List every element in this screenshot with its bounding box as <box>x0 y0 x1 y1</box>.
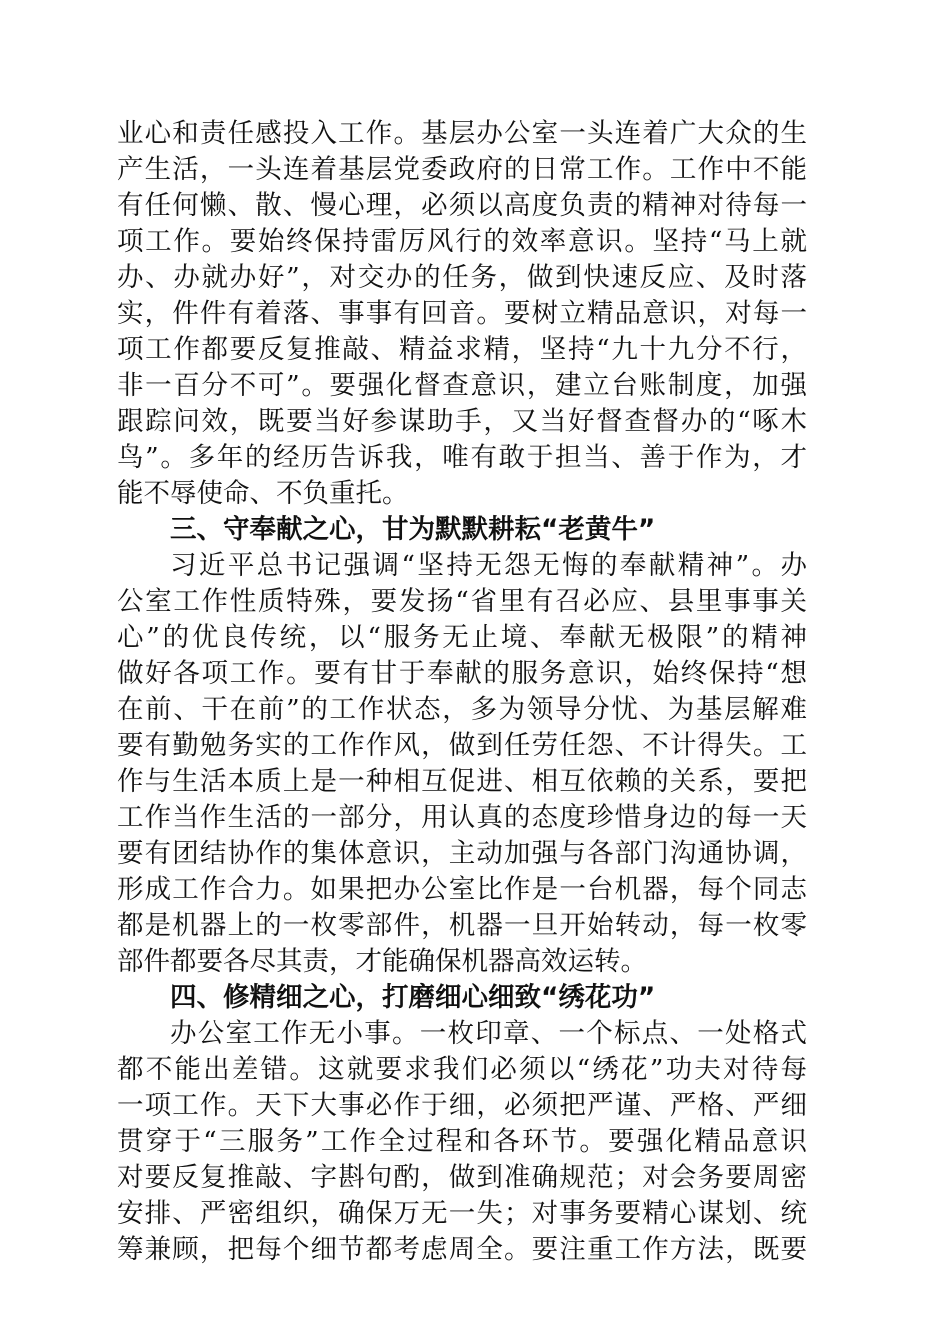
paragraph-line: 业心和责任感投入工作。基层办公室一头连着广大众的生 <box>117 118 807 149</box>
paragraph-line: 心”的优良传统，以“服务无止境、奉献无极限”的精神 <box>117 622 807 653</box>
paragraph-line: 实，件件有着落、事事有回音。要树立精品意识，对每一 <box>117 298 807 329</box>
paragraph-line: 办公室工作无小事。一枚印章、一个标点、一处格式 <box>170 1018 807 1049</box>
section-heading: 四、修精细之心，打磨细心细致“绣花功” <box>170 982 656 1013</box>
paragraph-line: 部件都要各尽其责，才能确保机器高效运转。 <box>117 946 647 977</box>
section-heading: 三、守奉献之心，甘为默默耕耘“老黄牛” <box>170 514 656 545</box>
paragraph-line: 跟踪问效，既要当好参谋助手，又当好督查督办的“啄木 <box>117 406 807 437</box>
paragraph-line: 能不辱使命、不负重托。 <box>117 478 409 509</box>
paragraph-line: 项工作都要反复推敲、精益求精，坚持“九十九分不行， <box>117 334 807 365</box>
paragraph-line: 一项工作。天下大事必作于细，必须把严谨、严格、严细 <box>117 1090 807 1121</box>
paragraph-line: 对要反复推敲、字斟句酌，做到准确规范；对会务要周密 <box>117 1162 807 1193</box>
paragraph-line: 鸟”。多年的经历告诉我，唯有敢于担当、善于作为，才 <box>117 442 807 473</box>
paragraph-line: 习近平总书记强调“坚持无怨无悔的奉献精神”。办 <box>170 550 807 581</box>
paragraph-line: 安排、严密组织，确保万无一失；对事务要精心谋划、统 <box>117 1198 807 1229</box>
paragraph-line: 要有勤勉务实的工作作风，做到任劳任怨、不计得失。工 <box>117 730 807 761</box>
paragraph-line: 非一百分不可”。要强化督查意识，建立台账制度，加强 <box>117 370 807 401</box>
paragraph-line: 形成工作合力。如果把办公室比作是一台机器，每个同志 <box>117 874 807 905</box>
paragraph-line: 产生活，一头连着基层党委政府的日常工作。工作中不能 <box>117 154 807 185</box>
paragraph-line: 贯穿于“三服务”工作全过程和各环节。要强化精品意识 <box>117 1126 807 1157</box>
paragraph-line: 都是机器上的一枚零部件，机器一旦开始转动，每一枚零 <box>117 910 807 941</box>
paragraph-line: 项工作。要始终保持雷厉风行的效率意识。坚持“马上就 <box>117 226 807 257</box>
paragraph-line: 都不能出差错。这就要求我们必须以“绣花”功夫对待每 <box>117 1054 807 1085</box>
paragraph-line: 工作当作生活的一部分，用认真的态度珍惜身边的每一天 <box>117 802 807 833</box>
paragraph-line: 有任何懒、散、慢心理，必须以高度负责的精神对待每一 <box>117 190 807 221</box>
paragraph-line: 在前、干在前”的工作状态，多为领导分忧、为基层解难 <box>117 694 807 725</box>
paragraph-line: 公室工作性质特殊，要发扬“省里有召必应、县里事事关 <box>117 586 807 617</box>
paragraph-line: 做好各项工作。要有甘于奉献的服务意识，始终保持“想 <box>117 658 807 689</box>
paragraph-line: 办、办就办好”，对交办的任务，做到快速反应、及时落 <box>117 262 807 293</box>
paragraph-line: 要有团结协作的集体意识，主动加强与各部门沟通协调， <box>117 838 807 869</box>
paragraph-line: 筹兼顾，把每个细节都考虑周全。要注重工作方法，既要 <box>117 1234 807 1265</box>
paragraph-line: 作与生活本质上是一种相互促进、相互依赖的关系，要把 <box>117 766 807 797</box>
